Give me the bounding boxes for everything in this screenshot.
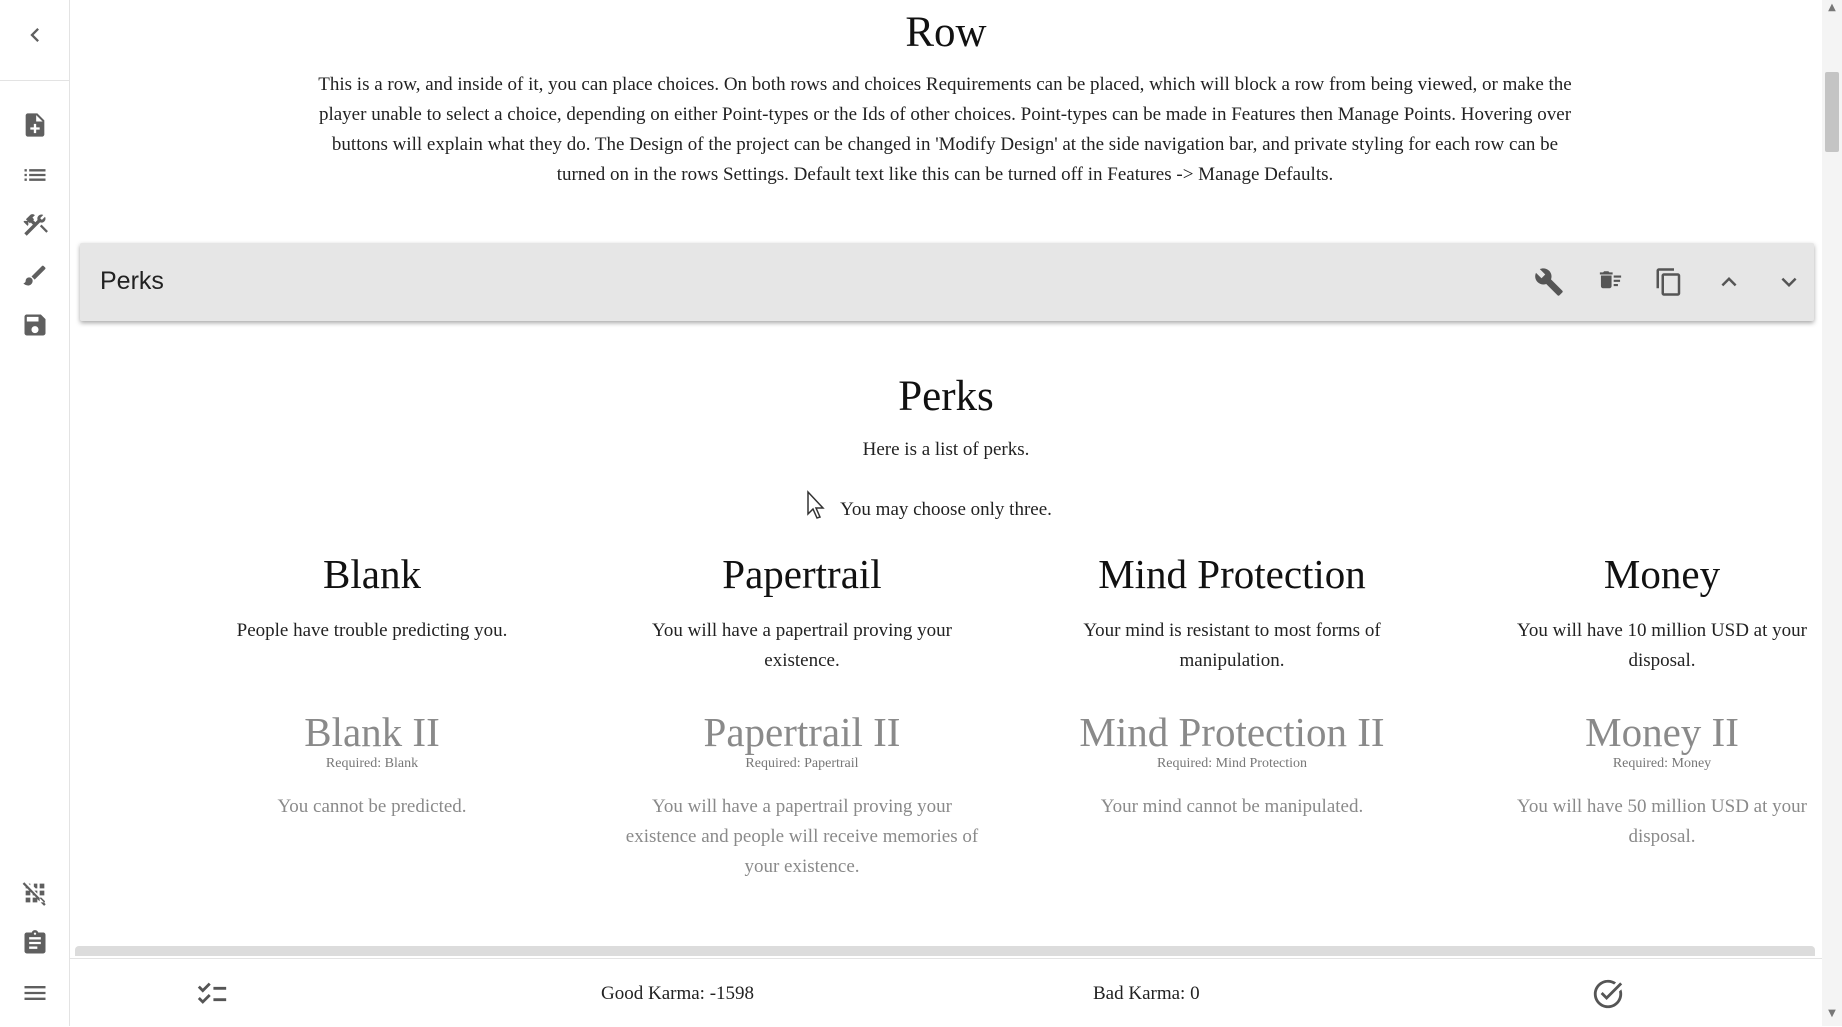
row-move-down-button[interactable]: [1770, 263, 1808, 301]
sidebar-divider: [0, 80, 69, 81]
choice-title: Money II: [1585, 709, 1739, 755]
choice-requirement: Required: Blank: [325, 756, 419, 771]
section-title: Perks: [898, 373, 994, 420]
scroll-down-arrow-icon[interactable]: ▼: [1828, 1008, 1836, 1019]
side-navigation: [0, 0, 70, 1026]
points-bar: [70, 958, 1822, 1027]
choice-papertrail[interactable]: [587, 550, 1017, 676]
new-project-button[interactable]: [0, 100, 69, 150]
wrench-icon: [1534, 267, 1564, 297]
menu-icon: [21, 979, 49, 1007]
choice-description: Your mind is resistant to most forms of manipulation.: [1083, 620, 1381, 671]
choice-description: You will have a papertrail proving your existence.: [652, 620, 952, 671]
rows-list-button[interactable]: [0, 150, 69, 200]
save-icon: [21, 311, 49, 339]
list-icon: [21, 161, 49, 189]
choice-title: Papertrail II: [703, 709, 901, 755]
chevron-up-icon: [1714, 267, 1744, 297]
bad-karma-points: Bad Karma: 0: [1093, 983, 1200, 1004]
choice-title: Mind Protection II: [1079, 709, 1385, 755]
choice-requirement: Required: Money: [1612, 756, 1712, 771]
choice-description: You will have 50 million USD at your disposal.: [1517, 796, 1807, 847]
main-content: [70, 0, 1822, 958]
modify-design-button[interactable]: [0, 250, 69, 300]
back-button[interactable]: [0, 10, 69, 60]
choice-mind-protection-ii[interactable]: [1017, 708, 1447, 822]
clipboard-button[interactable]: [0, 918, 69, 968]
choice-description: Your mind cannot be manipulated.: [1100, 796, 1364, 817]
vertical-scrollbar[interactable]: [1822, 0, 1842, 1026]
grid-off-icon: [21, 879, 49, 907]
choice-papertrail-ii[interactable]: [587, 708, 1017, 882]
chevron-down-icon: [1774, 267, 1804, 297]
next-row-edge: [75, 946, 1815, 956]
good-karma-points: Good Karma: -1598: [601, 983, 755, 1004]
choice-mind-protection[interactable]: [1017, 550, 1447, 676]
row-copy-button[interactable]: [1650, 263, 1688, 301]
section-rule: You may choose only three.: [840, 499, 1052, 520]
save-button[interactable]: [0, 300, 69, 350]
choice-description: People have trouble predicting you.: [236, 620, 508, 641]
grid-toggle-button[interactable]: [0, 868, 69, 918]
row-toolbar: [80, 243, 1814, 321]
choice-blank[interactable]: [157, 550, 587, 646]
tools-icon: [21, 211, 49, 239]
choice-title: Money: [1603, 551, 1721, 597]
choice-money[interactable]: [1447, 550, 1822, 676]
choice-blank-ii[interactable]: [157, 708, 587, 822]
chevron-left-icon: [21, 21, 49, 49]
choice-title: Blank II: [304, 709, 440, 755]
check-circle-icon: [1591, 977, 1625, 1011]
clipboard-icon: [21, 929, 49, 957]
finish-button[interactable]: [1590, 976, 1626, 1012]
section-text: Here is a list of perks.: [862, 439, 1030, 460]
choice-title: Mind Protection: [1098, 551, 1366, 597]
row-settings-button[interactable]: [1530, 263, 1568, 301]
delete-icon: [1594, 267, 1624, 297]
scroll-thumb[interactable]: [1825, 72, 1839, 152]
new-file-icon: [21, 111, 49, 139]
row-title: Row: [905, 9, 987, 56]
menu-button[interactable]: [0, 968, 69, 1018]
brush-icon: [21, 261, 49, 289]
mouse-cursor-icon: [806, 490, 828, 520]
checklist-icon: [195, 977, 229, 1011]
choice-title: Papertrail: [722, 551, 882, 597]
choice-description: You will have a papertrail proving your existence and people will receive memories of your existence.: [625, 796, 979, 877]
choice-requirement: Required: Mind Protection: [1156, 756, 1308, 771]
choice-money-ii[interactable]: [1447, 708, 1822, 852]
selected-choices-button[interactable]: [194, 976, 230, 1012]
row-toolbar-title: Perks: [100, 267, 164, 295]
row-delete-button[interactable]: [1590, 263, 1628, 301]
features-button[interactable]: [0, 200, 69, 250]
copy-icon: [1654, 267, 1684, 297]
choice-title: Blank: [323, 551, 421, 597]
choice-requirement: Required: Papertrail: [745, 756, 859, 771]
row-move-up-button[interactable]: [1710, 263, 1748, 301]
choice-description: You will have 10 million USD at your disposal.: [1517, 620, 1807, 671]
scroll-up-arrow-icon[interactable]: ▲: [1828, 2, 1836, 13]
choice-description: You cannot be predicted.: [277, 796, 467, 817]
row-description: This is a row, and inside of it, you can place choices. On both rows and choices Requirements can be placed, which will block a row from being viewed, or make the player unable to select a choice, depending on either Point-types or the Ids of other choices. Point-types can be made in Features then Manage Points. Hovering over buttons will explain what they do. The Design of the project can be changed in 'Modify Design' at the side navigation bar, and private styling for each row can be turned on in the rows Settings. Default text like this can be turned off in Features -> Manage Defaults.: [318, 74, 1572, 185]
